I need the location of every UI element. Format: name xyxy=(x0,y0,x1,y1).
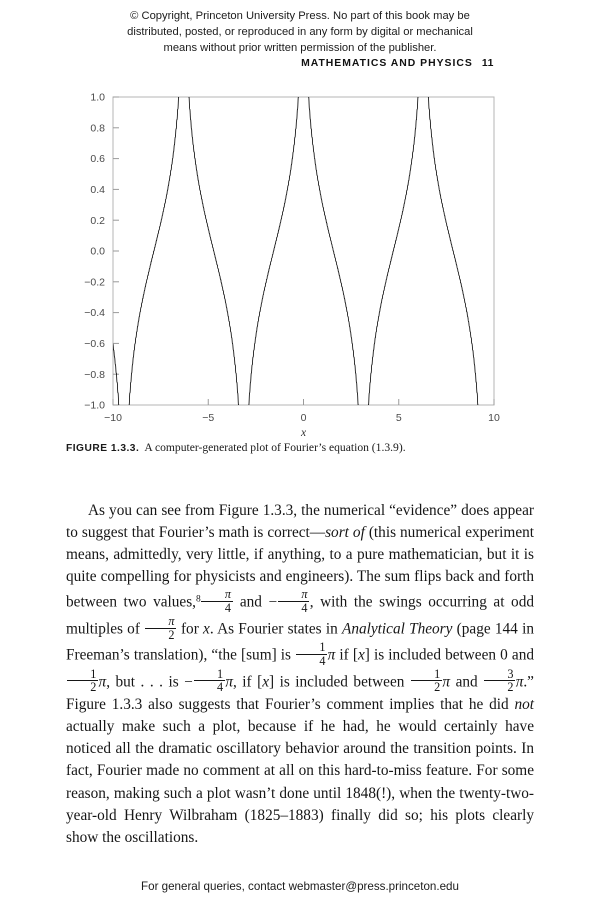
fraction-pi-over-4-a xyxy=(201,588,232,614)
fraction-denominator: 2 xyxy=(411,680,442,694)
svg-text:0.0: 0.0 xyxy=(90,245,105,258)
svg-text:−5: −5 xyxy=(202,412,215,424)
text-part-13: and xyxy=(450,673,484,691)
fraction-denominator: 4 xyxy=(201,601,232,615)
footer-queries: For general queries, contact webmaster@press.princeton.edu xyxy=(141,880,459,893)
fraction-numerator: π xyxy=(168,613,175,628)
copyright-notice xyxy=(0,8,600,57)
text-part-9: ] is included between 0 and xyxy=(364,646,534,664)
svg-text:0.8: 0.8 xyxy=(90,122,105,135)
figure-1-3-3 xyxy=(0,86,600,436)
fraction-denominator: 2 xyxy=(484,680,515,694)
text-part-7: (page 144 in Freeman’s translation), “the [sum] is xyxy=(66,620,534,664)
text-part-5: for xyxy=(176,620,204,638)
svg-text:−0.8: −0.8 xyxy=(84,368,105,381)
paragraph-1 xyxy=(66,500,534,849)
copyright-line-1: © Copyright, Princeton University Press. No part of this book may be xyxy=(130,10,470,22)
figure-label: FIGURE 1.3.3. xyxy=(66,443,140,454)
figure-caption-text: A computer-generated plot of Fourier’s equation (1.3.9). xyxy=(144,441,406,454)
fraction-one-fourth-b xyxy=(194,668,225,694)
fraction-one-fourth xyxy=(296,641,327,667)
pi-symbol-2: π xyxy=(98,673,107,691)
text-part-4: , with the swings occurring at odd multiples of xyxy=(66,593,534,638)
svg-text:1.0: 1.0 xyxy=(90,91,105,104)
emphasis-sort-of: sort of xyxy=(325,524,365,542)
text-part-1: As you can see from Figure 1.3.3, the numerical “evidence” does appear to suggest that Fourier’s math is correct— xyxy=(66,502,534,542)
text-part-12: ] is included between xyxy=(269,673,410,691)
copyright-line-2: distributed, posted, or reproduced in any form by digital or mechanical xyxy=(127,26,473,39)
fraction-denominator: 4 xyxy=(194,680,225,694)
svg-text:0.4: 0.4 xyxy=(90,184,105,196)
running-head-title: MATHEMATICS AND PHYSICS xyxy=(301,58,473,69)
text-part-14: .” Figure 1.3.3 also suggests that Fourier’s comment implies that he did xyxy=(66,673,534,714)
body-text xyxy=(66,500,534,849)
variable-x-1: x xyxy=(203,620,210,638)
fraction-numerator: 1 xyxy=(90,666,97,681)
text-part-6: . As Fourier states in xyxy=(209,620,342,638)
running-head xyxy=(301,58,494,69)
variable-x-3: x xyxy=(262,673,270,691)
svg-text:0: 0 xyxy=(300,412,307,424)
svg-text:10: 10 xyxy=(488,412,500,424)
fraction-pi-over-2 xyxy=(145,615,176,641)
svg-text:−1.0: −1.0 xyxy=(84,399,105,412)
text-part-2: (this numerical experiment means, admittedly, very little, if anything, to a pure mathematician, but it is quite compelling for physicists and engineers). The sum flips back and forth between two values, xyxy=(66,524,535,611)
fraction-pi-over-4-b xyxy=(278,588,309,614)
variable-x-2: x xyxy=(357,646,365,664)
text-part-3: and − xyxy=(233,593,278,611)
svg-text:−10: −10 xyxy=(104,412,122,424)
svg-text:−0.2: −0.2 xyxy=(84,276,105,289)
svg-text:0.6: 0.6 xyxy=(90,153,105,166)
footnote-marker-8: 8 xyxy=(195,595,201,606)
svg-text:−0.4: −0.4 xyxy=(84,307,105,320)
text-part-8: if [ xyxy=(335,646,358,664)
book-title-analytical-theory: Analytical Theory xyxy=(341,620,453,638)
fraction-numerator: π xyxy=(224,587,232,602)
svg-text:0.2: 0.2 xyxy=(90,214,105,227)
svg-text:5: 5 xyxy=(395,412,402,424)
copyright-line-3: means without prior written permission of the publisher. xyxy=(163,42,437,55)
pi-symbol-5: π xyxy=(515,673,524,691)
pi-symbol-1: π xyxy=(327,646,336,664)
plot-frame xyxy=(113,97,494,405)
fraction-one-half-b xyxy=(411,668,442,694)
fraction-denominator: 4 xyxy=(296,654,327,668)
fraction-numerator: 1 xyxy=(319,640,326,655)
text-part-11: , if [ xyxy=(232,673,263,691)
fraction-numerator: π xyxy=(301,587,308,602)
svg-text:−0.6: −0.6 xyxy=(84,338,105,350)
text-part-10: , but . . . is − xyxy=(106,673,193,691)
fraction-denominator: 2 xyxy=(67,680,98,694)
figure-caption xyxy=(66,440,536,456)
fraction-numerator: 3 xyxy=(507,666,514,681)
text-part-15: actually make such a plot, because if he had, he would certainly have noticed all the dramatic oscillatory behavior around the transition points. In fact, Fourier made no comment at all on this hard-to-miss feature. For some reason, making such a plot wasn’t done until 1848(!), when the twenty-two-year-old Henry Wilbraham (1825–1883) finally did so; his plots clearly show the oscillations. xyxy=(66,718,534,846)
x-axis-label: x xyxy=(300,427,307,436)
fraction-numerator: 1 xyxy=(216,666,224,681)
page-number: 11 xyxy=(481,58,494,69)
fraction-one-half-a xyxy=(67,668,98,694)
fraction-numerator: 1 xyxy=(434,666,441,681)
fourier-square-wave-plot xyxy=(0,86,600,436)
fraction-denominator: 4 xyxy=(278,601,309,615)
fraction-denominator: 2 xyxy=(145,628,176,642)
pi-symbol-3: π xyxy=(225,673,233,691)
fraction-three-halves xyxy=(484,668,515,694)
emphasis-not: not xyxy=(514,696,534,714)
pi-symbol-4: π xyxy=(442,673,451,691)
